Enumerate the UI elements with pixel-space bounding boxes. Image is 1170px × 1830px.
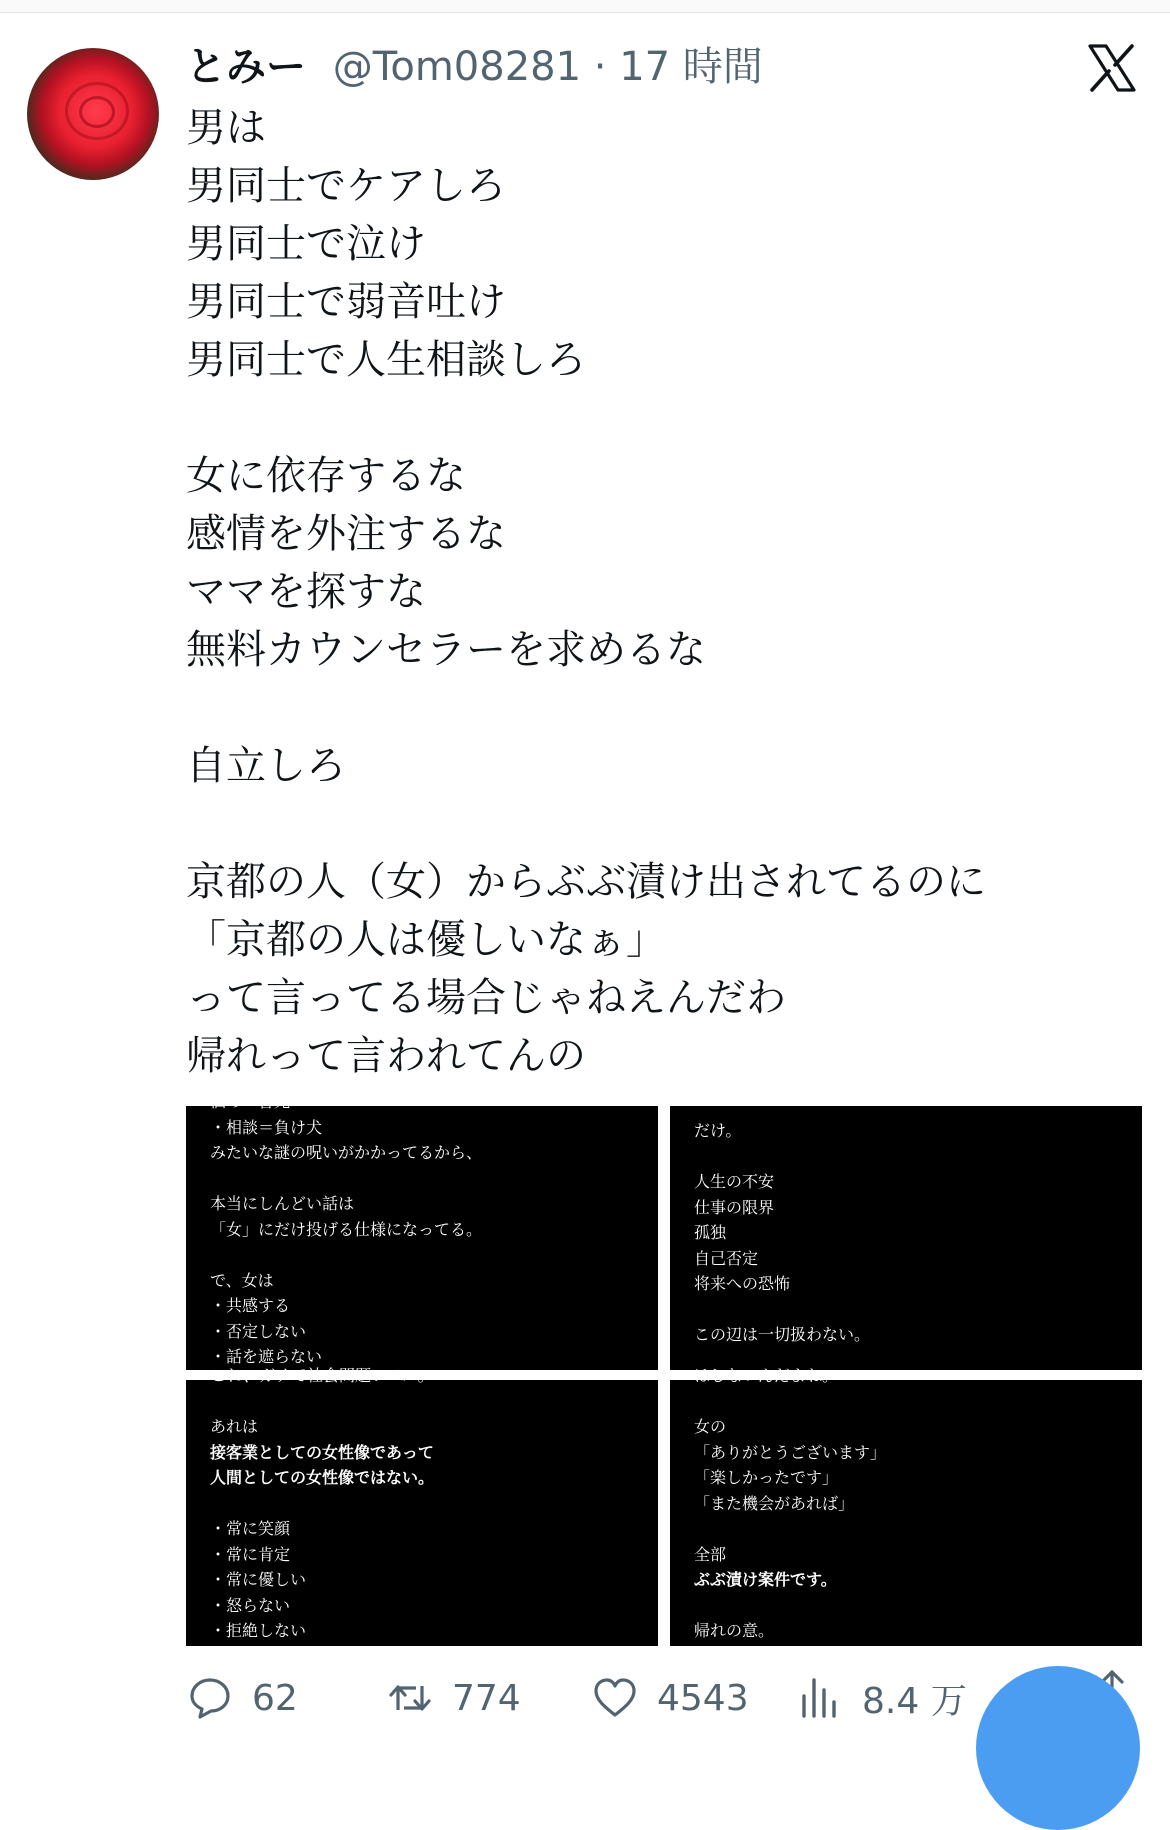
media-text [694, 1118, 1114, 1348]
media-text-line [210, 1242, 630, 1268]
media-text-line: 帰れの意。 [694, 1621, 775, 1640]
media-text [210, 1363, 630, 1644]
media-text-line [210, 1166, 630, 1192]
media-image-3[interactable] [186, 1366, 658, 1646]
media-text-line: これ、ガチで社会問題レベル。 [210, 1366, 434, 1385]
media-text-line: ・常に肯定 [210, 1544, 291, 1564]
media-text-line: 「楽しかったです」 [694, 1468, 839, 1487]
heart-icon [591, 1674, 639, 1722]
media-text-line: 全部 [694, 1544, 727, 1564]
media-text-line: 仕事の限界 [694, 1197, 775, 1217]
media-text [210, 1089, 630, 1370]
media-text-line: 人生の不安 [694, 1172, 775, 1191]
media-text-line: 「女」にだけ投げる仕様になってる。 [210, 1219, 483, 1239]
rose-petal-core [79, 96, 115, 128]
display-name[interactable]: とみー [186, 44, 306, 90]
media-text-line: 接客業としての女性像であって [210, 1442, 434, 1462]
media-text-line [694, 1593, 1114, 1619]
tweet-text: 男は 男同士でケアしろ 男同士で泣け 男同士で弱音吐け 男同士で人生相談しろ 女に依存するな 感情を外注するな ママを探すな 無料カウンセラーを求めるな 自立しろ 京都の人（女）からぶぶ漬け出されてるのに 「京都の人は優しいなぁ」 って言ってる場合じゃねえんだわ 帰れって言われてんの [186, 105, 986, 1079]
compose-fab[interactable] [976, 1666, 1140, 1830]
media-text [694, 1363, 1114, 1644]
media-text-line: ぶぶ漬け案件です。 [694, 1570, 837, 1589]
views-button[interactable] [796, 1668, 967, 1728]
media-text-line: この辺は一切扱わない。 [694, 1325, 871, 1344]
action-bar [186, 1668, 1086, 1728]
tweet-header [186, 42, 763, 92]
x-logo-icon[interactable] [1086, 42, 1138, 94]
media-text-line: 自己否定 [694, 1248, 759, 1268]
media-text-line [694, 1389, 1114, 1415]
reply-button[interactable] [186, 1668, 298, 1728]
view-count: 8.4 万 [862, 1680, 967, 1722]
bar-chart-icon [796, 1674, 844, 1722]
media-text-line: 「また機会があれば」 [694, 1493, 855, 1513]
media-text-line: ・常に笑顔 [210, 1519, 291, 1538]
media-text-line: 将来への恐怖 [694, 1274, 791, 1293]
media-text-line: 本当にしんどい話は [210, 1194, 355, 1213]
media-text-line: ・怒らない [210, 1595, 291, 1615]
media-text-line [210, 1491, 630, 1517]
media-text-line: あれは [210, 1417, 259, 1436]
user-handle[interactable]: @Tom08281 [332, 44, 582, 90]
speech-bubble-icon [186, 1674, 234, 1722]
media-text-line: ・否定しない [210, 1321, 307, 1341]
media-text-line: 個の一音光 [210, 1092, 291, 1111]
media-image-2[interactable] [670, 1106, 1142, 1370]
media-text-line [694, 1144, 1114, 1170]
media-text-line: ・常に優しい [210, 1570, 307, 1589]
media-text-line: 女の [694, 1417, 727, 1436]
media-image-4[interactable] [670, 1366, 1142, 1646]
media-text-line: 孤独 [694, 1223, 727, 1242]
media-text-line: 「ありがとうございます」 [694, 1442, 887, 1462]
media-grid [186, 1092, 1142, 1646]
timestamp[interactable]: 17 時間 [619, 44, 763, 90]
top-divider [0, 0, 1170, 13]
repost-count: 774 [452, 1677, 521, 1719]
media-text-line: だけ。 [694, 1121, 742, 1140]
repost-button[interactable] [386, 1668, 521, 1728]
media-text-line: はしないんだよね。 [694, 1366, 839, 1385]
media-text-line [694, 1516, 1114, 1542]
media-text-line: ・共感する [210, 1296, 291, 1315]
media-text-line: で、女は [210, 1270, 274, 1290]
media-text-line: ・話を遮らない [210, 1347, 323, 1366]
media-image-1[interactable] [186, 1092, 658, 1370]
media-text-line: 人間としての女性像ではない。 [210, 1468, 435, 1487]
media-text-line: ・拒絶しない [210, 1621, 307, 1640]
repost-arrows-icon [386, 1674, 434, 1722]
avatar[interactable] [27, 48, 159, 180]
like-count: 4543 [657, 1677, 749, 1719]
media-text-line: みたいな謎の呪いがかかってるから、 [210, 1143, 483, 1162]
media-text-line [210, 1389, 630, 1415]
separator-dot: · [593, 44, 607, 90]
reply-count: 62 [252, 1677, 298, 1719]
like-button[interactable] [591, 1668, 749, 1728]
media-text-line [694, 1297, 1114, 1323]
media-text-line: ・相談＝負け犬 [210, 1117, 323, 1137]
